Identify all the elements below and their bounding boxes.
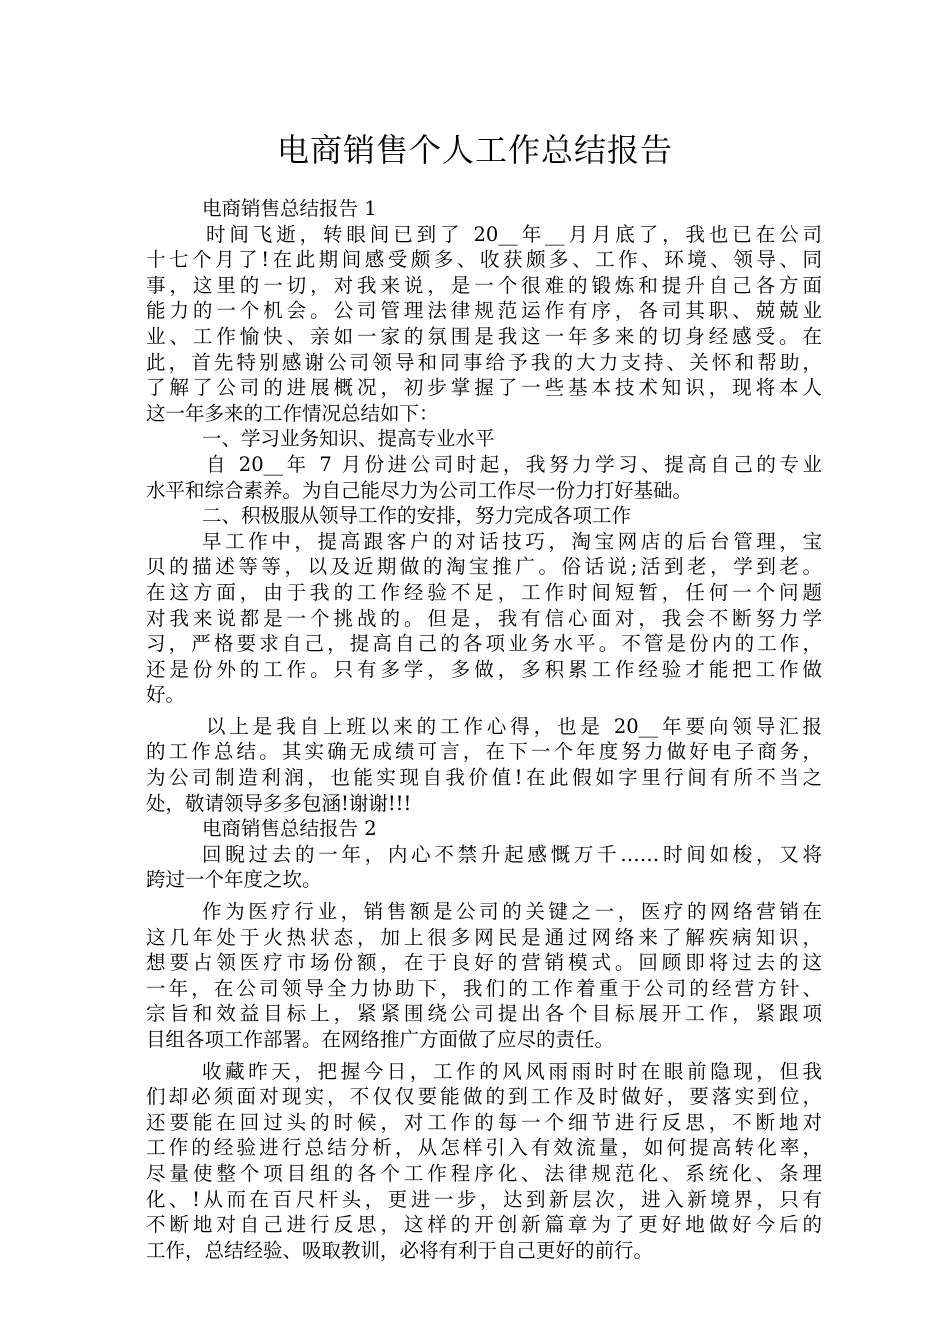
paragraph-line: 在这方面，由于我的工作经验不足，工作时间短暂，任何一个问题	[146, 580, 822, 604]
paragraph-line: 宗旨和效益目标上，紧紧围绕公司提出各个目标展开工作，紧跟项	[146, 1002, 822, 1026]
paragraph-line: 化、!从而在百尺杆头，更进一步，达到新层次，进入新境界，只有	[146, 1187, 822, 1211]
paragraph-line: 工作，总结经验、吸取教训，必将有利于自己更好的前行。	[146, 1238, 654, 1262]
paragraph-line: 想要占领医疗市场份额，在于良好的营销模式。回顾即将过去的这	[146, 951, 822, 975]
paragraph-line: 为公司制造利润，也能实现自我价值!在此假如字里行间有所不当之	[146, 766, 822, 790]
paragraph-line: 这一年多来的工作情况总结如下：	[146, 401, 439, 425]
paragraph-line: 目组各项工作部署。在网络推广方面做了应尽的责任。	[146, 1028, 615, 1051]
paragraph-line: 习，严格要求自己，提高自己的各项业务水平。不管是份内的工作，	[146, 632, 822, 656]
document-body	[146, 196, 822, 1263]
paragraph-line: 跨过一个年度之坎。	[146, 868, 322, 892]
paragraph-line: 好。	[146, 683, 186, 707]
paragraph-line: 水平和综合素养。为自己能尽力为公司工作尽一份力打好基础。	[146, 478, 693, 502]
section-heading: 电商销售总结报告 2	[202, 817, 377, 841]
paragraph-line: 收藏昨天，把握今日，工作的风风雨雨时时在眼前隐现，但我	[202, 1059, 822, 1083]
paragraph-line: 对我来说都是一个挑战的。但是，我有信心面对，我会不断努力学	[146, 606, 822, 630]
paragraph-line: 尽量使整个项目组的各个工作程序化、法律规范化、系统化、条理	[146, 1161, 822, 1185]
paragraph-line: 工作的经验进行总结分析，从怎样引入有效流量，如何提高转化率，	[146, 1136, 822, 1160]
paragraph-line: 这几年处于火热状态，加上很多网民是通过网络来了解疾病知识，	[146, 925, 822, 949]
paragraph-line: 贝的描述等等，以及近期做的淘宝推广。俗话说;活到老，学到老。	[146, 555, 822, 579]
paragraph-line: 自 20__年 7 月份进公司时起，我努力学习、提高自己的专业	[206, 452, 822, 476]
document-title: 电商销售个人工作总结报告	[276, 131, 673, 169]
section-heading: 电商销售总结报告 1	[202, 197, 377, 220]
paragraph-line: 事，这里的一切，对我来说，是一个很难的锻炼和提升自己各方面	[146, 273, 822, 297]
paragraph-line: 此，首先特别感谢公司领导和同事给予我的大力支持、关怀和帮助，	[146, 350, 822, 374]
paragraph-line: 早工作中，提高跟客户的对话技巧，淘宝网店的后台管理，宝	[202, 529, 822, 553]
subsection-heading: 一、学习业务知识、提高专业水平	[202, 427, 495, 451]
subsection-heading: 二、积极服从领导工作的安排，努力完成各项工作	[202, 504, 632, 528]
paragraph-line: 处，敬请领导多多包涵!谢谢!!!	[146, 791, 412, 815]
paragraph-line: 时间飞逝，转眼间已到了 20__年__月月底了，我也已在公司	[206, 222, 822, 246]
paragraph-line: 作为医疗行业，销售额是公司的关键之一，医疗的网络营销在	[202, 900, 822, 924]
paragraph-line: 的工作总结。其实确无成绩可言，在下一个年度努力做好电子商务，	[146, 740, 822, 764]
paragraph-line: 十七个月了!在此期间感受颇多、收获颇多、工作、环境、领导、同	[146, 248, 822, 272]
paragraph-line: 能力的一个机会。公司管理法律规范运作有序，各司其职、兢兢业	[146, 299, 822, 323]
paragraph-line: 们却必须面对现实，不仅仅要能做的到工作及时做好，要落实到位，	[146, 1085, 822, 1109]
paragraph-line: 不断地对自己进行反思，这样的开创新篇章为了更好地做好今后的	[146, 1213, 822, 1237]
paragraph-line: 了解了公司的进展概况，初步掌握了一些基本技术知识，现将本人	[146, 376, 822, 400]
paragraph-line: 业、工作愉快、亲如一家的氛围是我这一年多来的切身经感受。在	[146, 324, 822, 348]
paragraph-line: 以上是我自上班以来的工作心得，也是 20__年要向领导汇报	[206, 714, 822, 738]
paragraph-line: 还要能在回过头的时候，对工作的每一个细节进行反思，不断地对	[146, 1110, 822, 1134]
paragraph-line: 回睨过去的一年，内心不禁升起感慨万千……时间如梭，又将	[202, 842, 822, 866]
paragraph-line: 一年，在公司领导全力协助下，我们的工作着重于公司的经营方针、	[146, 976, 822, 1000]
paragraph-line: 还是份外的工作。只有多学，多做，多积累工作经验才能把工作做	[146, 657, 822, 681]
